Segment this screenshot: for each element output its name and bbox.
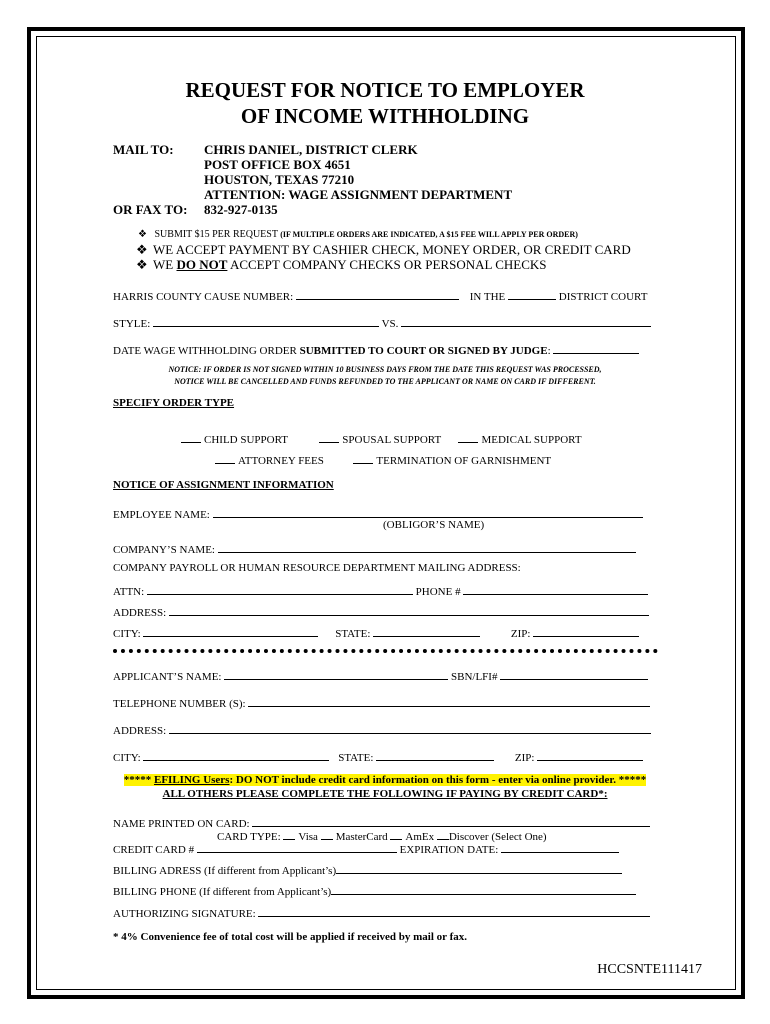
form-title-line1: REQUEST FOR NOTICE TO EMPLOYER	[185, 78, 585, 102]
applicant-address-input[interactable]	[169, 722, 651, 734]
company-city-row	[113, 625, 639, 640]
applicant-state-label: STATE:	[338, 752, 374, 764]
company-name-row	[113, 541, 636, 556]
po-box: POST OFFICE BOX 4651	[204, 157, 351, 172]
employee-name-row	[113, 506, 643, 521]
efiling-users: EFILING Users	[153, 774, 230, 786]
convenience-fee-note: * 4% Convenience fee of total cost will be applied if received by mail or fax.	[113, 931, 467, 943]
termination-checkbox[interactable]	[353, 452, 373, 464]
payroll-address-label: COMPANY PAYROLL OR HUMAN RESOURCE DEPARTMENT MAILING ADDRESS:	[113, 562, 521, 574]
spousal-support-checkbox[interactable]	[319, 431, 339, 443]
attn-label: ATTN:	[113, 586, 145, 598]
mastercard-label: MasterCard	[335, 831, 388, 843]
signature-input[interactable]	[258, 905, 650, 917]
child-support-label: CHILD SUPPORT	[204, 434, 288, 446]
date-order-row	[113, 342, 639, 357]
attention-line: ATTENTION: WAGE ASSIGNMENT DEPARTMENT	[204, 187, 513, 202]
company-phone-input[interactable]	[463, 583, 648, 595]
company-name-label: COMPANY’S NAME:	[113, 544, 215, 556]
accept-payment-text: WE ACCEPT PAYMENT BY CASHIER CHECK, MONEY ORDER, OR CREDIT CARD	[153, 242, 631, 257]
style-plaintiff-input[interactable]	[153, 315, 379, 327]
obligor-caption: (OBLIGOR’S NAME)	[383, 519, 485, 531]
company-zip-input[interactable]	[533, 625, 639, 637]
submit-fee-text: SUBMIT $15 PER REQUEST	[154, 229, 278, 240]
credit-card-label: CREDIT CARD #	[113, 844, 195, 856]
name-on-card-input[interactable]	[252, 815, 650, 827]
attorney-fees-label: ATTORNEY FEES	[238, 455, 324, 467]
card-type-label: CARD TYPE:	[217, 831, 281, 843]
employee-name-label: EMPLOYEE NAME:	[113, 509, 210, 521]
applicant-name-label: APPLICANT’S NAME:	[113, 671, 222, 683]
company-address-input[interactable]	[169, 604, 649, 616]
billing-phone-label: BILLING PHONE (If different from Applicant’s)	[113, 886, 332, 898]
employee-name-input[interactable]	[213, 506, 643, 518]
signature-row	[113, 905, 650, 920]
company-zip-label: ZIP:	[510, 628, 531, 640]
medical-support-label: MEDICAL SUPPORT	[481, 434, 582, 446]
name-on-card-label: NAME PRINTED ON CARD:	[113, 818, 250, 830]
mastercard-checkbox[interactable]	[321, 828, 333, 840]
fax-label: OR FAX TO:	[113, 202, 188, 217]
district-court-label: DISTRICT COURT	[558, 291, 648, 303]
applicant-zip-input[interactable]	[537, 749, 643, 761]
company-name-input[interactable]	[218, 541, 636, 553]
credit-card-instruction: ALL OTHERS PLEASE COMPLETE THE FOLLOWING IF PAYING BY CREDIT CARD*:	[162, 788, 608, 800]
not-accept-text: ACCEPT COMPANY CHECKS OR PERSONAL CHECKS	[229, 257, 547, 272]
applicant-address-row	[113, 722, 651, 737]
applicant-city-row	[113, 749, 643, 764]
applicant-address-label: ADDRESS:	[113, 725, 167, 737]
attn-input[interactable]	[147, 583, 413, 595]
style-defendant-input[interactable]	[401, 315, 651, 327]
vs-label: VS.	[381, 318, 399, 330]
mail-to-label: MAIL TO:	[113, 142, 174, 157]
clerk-city: HOUSTON, TEXAS 77210	[204, 172, 355, 187]
applicant-zip-label: ZIP:	[514, 752, 535, 764]
company-city-input[interactable]	[143, 625, 318, 637]
company-state-input[interactable]	[373, 625, 480, 637]
applicant-city-label: CITY:	[113, 752, 141, 764]
credit-card-row	[113, 841, 619, 856]
company-address-label: ADDRESS:	[113, 607, 167, 619]
applicant-state-input[interactable]	[376, 749, 494, 761]
style-label: STYLE:	[113, 318, 151, 330]
in-the-label: IN THE	[469, 291, 506, 303]
dotted-divider	[113, 649, 658, 653]
form-title-line2: OF INCOME WITHHOLDING	[240, 104, 530, 128]
visa-label: Visa	[298, 831, 318, 843]
company-state-label: STATE:	[335, 628, 371, 640]
billing-phone-input[interactable]	[331, 883, 636, 895]
expiration-label: EXPIRATION DATE:	[399, 844, 499, 856]
billing-address-label: BILLING ADRESS (If different from Applicant’s)	[113, 865, 337, 877]
attorney-fees-checkbox[interactable]	[215, 452, 235, 464]
child-support-checkbox[interactable]	[181, 431, 201, 443]
order-type-heading: SPECIFY ORDER TYPE	[113, 397, 235, 409]
bullet-submit	[138, 229, 578, 240]
notice-line2: NOTICE WILL BE CANCELLED AND FUNDS REFUNDED TO THE APPLICANT OR NAME ON CARD IF DIFFERENT.	[174, 377, 596, 386]
expiration-input[interactable]	[501, 841, 619, 853]
discover-label: Discover (Select One)	[448, 831, 547, 843]
efiling-notice	[0, 774, 770, 786]
cause-number-input[interactable]	[296, 288, 459, 300]
signature-label: AUTHORIZING SIGNATURE:	[113, 908, 256, 920]
visa-checkbox[interactable]	[283, 828, 295, 840]
telephone-input[interactable]	[248, 695, 650, 707]
discover-checkbox[interactable]	[437, 828, 449, 840]
fax-number: 832-927-0135	[204, 202, 278, 217]
we-text: WE	[153, 257, 174, 272]
style-row	[113, 315, 651, 330]
credit-card-input[interactable]	[197, 841, 397, 853]
termination-label: TERMINATION OF GARNISHMENT	[376, 455, 552, 467]
applicant-name-input[interactable]	[224, 668, 448, 680]
company-phone-label: PHONE #	[415, 586, 461, 598]
spousal-support-label: SPOUSAL SUPPORT	[342, 434, 441, 446]
form-code: HCCSNTE111417	[597, 962, 702, 977]
efiling-stars: *****	[123, 774, 152, 786]
applicant-name-row	[113, 668, 648, 683]
order-type-row2	[215, 452, 551, 467]
diamond-bullet-icon: ❖	[136, 257, 148, 272]
sbn-input[interactable]	[500, 668, 648, 680]
medical-support-checkbox[interactable]	[458, 431, 478, 443]
telephone-label: TELEPHONE NUMBER (S):	[113, 698, 246, 710]
clerk-name: CHRIS DANIEL, DISTRICT CLERK	[204, 142, 418, 157]
order-type-row1	[181, 431, 582, 446]
date-order-input[interactable]	[553, 342, 639, 354]
diamond-bullet-icon: ❖	[138, 229, 147, 240]
submit-fee-note: (IF MULTIPLE ORDERS ARE INDICATED, A $15 FEE WILL APPLY PER ORDER)	[280, 230, 578, 239]
notice-line1: NOTICE: IF ORDER IS NOT SIGNED WITHIN 10 BUSINESS DAYS FROM THE DATE THIS REQUEST WAS PROCESSED,	[168, 365, 602, 374]
attn-row	[113, 583, 648, 598]
date-order-label: DATE WAGE WITHHOLDING ORDER	[113, 345, 297, 357]
diamond-bullet-icon: ❖	[136, 242, 148, 257]
efiling-highlight	[124, 774, 647, 786]
billing-phone-row	[113, 883, 636, 898]
sbn-label: SBN/LFI#	[450, 671, 498, 683]
telephone-row	[113, 695, 650, 710]
efiling-message: : DO NOT include credit card information on this form - enter via online provider. *****	[229, 774, 647, 786]
applicant-city-input[interactable]	[143, 749, 329, 761]
bullet-accept	[136, 242, 631, 258]
assignment-heading: NOTICE OF ASSIGNMENT INFORMATION	[113, 479, 334, 491]
company-address-row	[113, 604, 649, 619]
do-not-text: DO NOT	[176, 257, 228, 272]
cause-number-row	[113, 288, 647, 303]
amex-checkbox[interactable]	[390, 828, 402, 840]
billing-address-input[interactable]	[336, 862, 622, 874]
date-colon: :	[547, 345, 551, 357]
date-order-label-bold: SUBMITTED TO COURT OR SIGNED BY JUDGE	[299, 345, 548, 357]
amex-label: AmEx	[405, 831, 435, 843]
cause-number-label: HARRIS COUNTY CAUSE NUMBER:	[113, 291, 294, 303]
bullet-not-accept	[136, 257, 546, 273]
company-city-label: CITY:	[113, 628, 141, 640]
billing-address-row	[113, 862, 622, 877]
court-number-input[interactable]	[508, 288, 556, 300]
